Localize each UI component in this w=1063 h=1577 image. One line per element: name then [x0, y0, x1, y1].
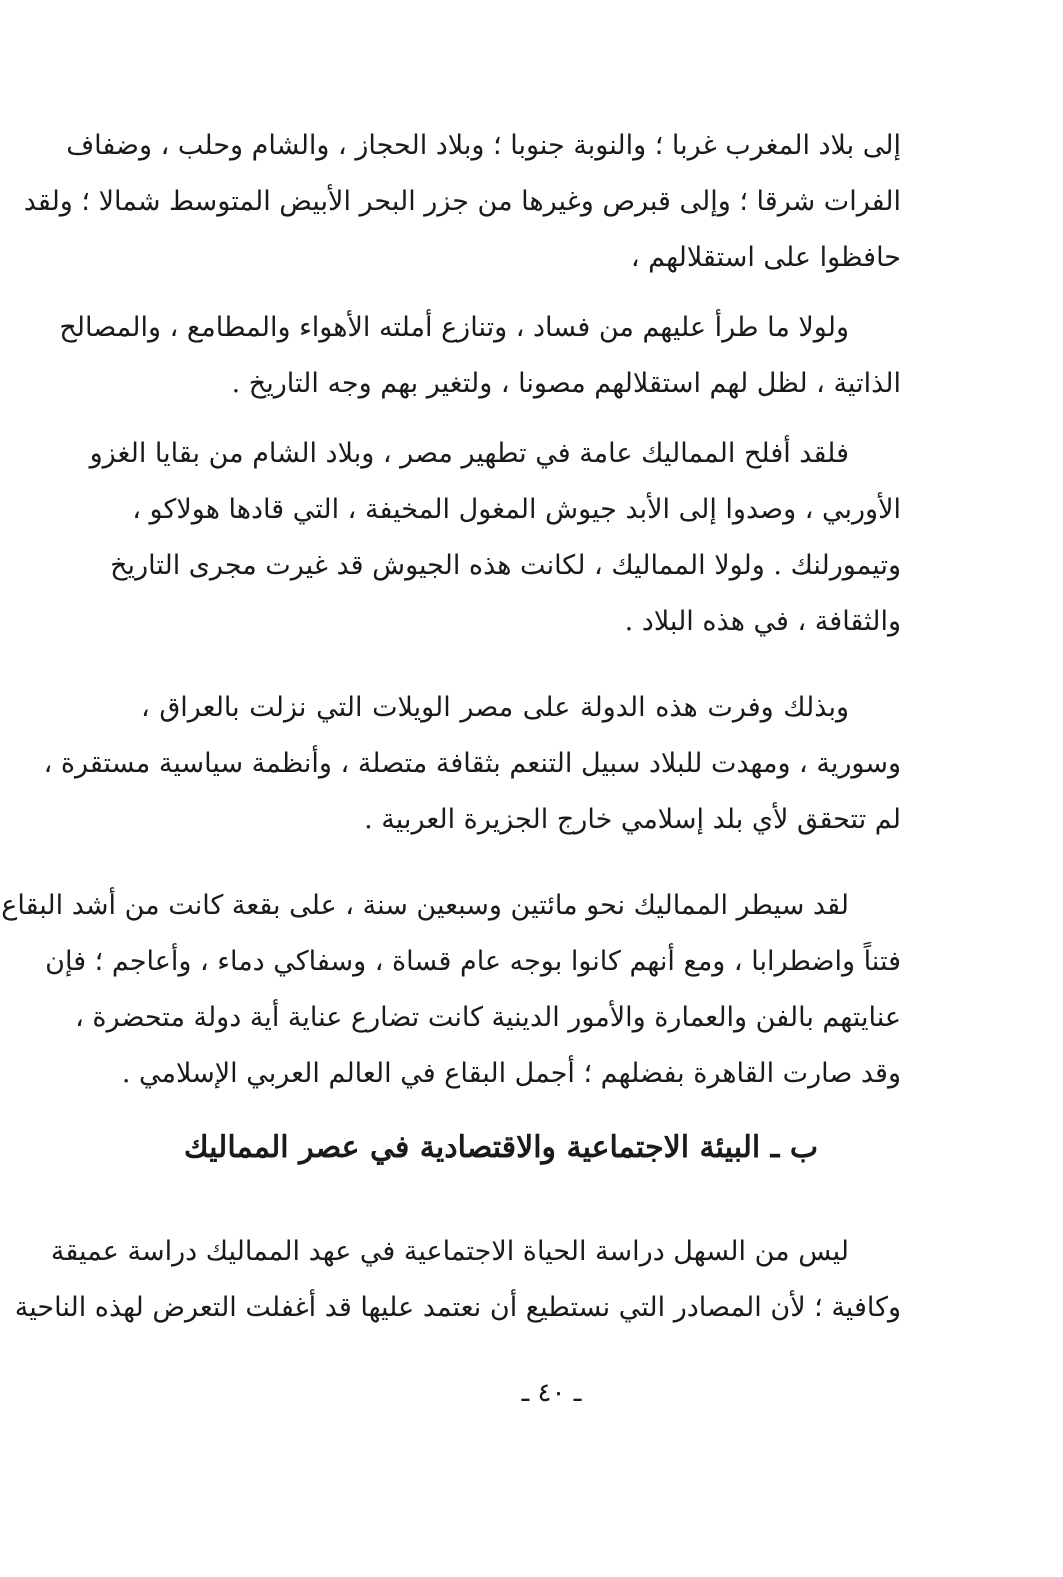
- text-line: لقد سيطر المماليك نحو مائتين وسبعين سنة ، على بقعة كانت من أشد البقاع: [1, 890, 849, 921]
- section-heading: ب ـ البيئة الاجتماعية والاقتصادية في عصر المماليك: [183, 1130, 819, 1165]
- text-line: الذاتية ، لظل لهم استقلالهم مصونا ، ولتغير بهم وجه التاريخ .: [231, 368, 901, 399]
- page-number-text: ـ ٤٠ ـ: [521, 1378, 582, 1408]
- paragraph: [89, 426, 901, 650]
- text-line: وقد صارت القاهرة بفضلهم ؛ أجمل البقاع في العالم العربي الإسلامي .: [121, 1058, 901, 1089]
- text-line: وتيمورلنك . ولولا المماليك ، لكانت هذه الجيوش قد غيرت مجرى التاريخ: [110, 550, 901, 581]
- text-line: فلقد أفلح المماليك عامة في تطهير مصر ، وبلاد الشام من بقايا الغزو: [89, 438, 849, 469]
- text-line: فتناً واضطرابا ، ومع أنهم كانوا بوجه عام قساة ، وسفاكي دماء ، وأعاجم ؛ فإن: [45, 946, 901, 977]
- text-line: وكافية ؛ لأن المصادر التي نستطيع أن نعتمد عليها قد أغفلت التعرض لهذه الناحية: [14, 1292, 901, 1323]
- page-number: [0, 1375, 1063, 1411]
- text-line: وبذلك وفرت هذه الدولة على مصر الويلات التي نزلت بالعراق ،: [141, 692, 849, 723]
- paragraph: [23, 118, 901, 286]
- text-line: عنايتهم بالفن والعمارة والأمور الدينية كانت تضارع عناية أية دولة متحضرة ،: [75, 1002, 901, 1033]
- text-line: حافظوا على استقلالهم ،: [630, 242, 901, 273]
- text-line: والثقافة ، في هذه البلاد .: [624, 606, 901, 637]
- text-line: وسورية ، ومهدت للبلاد سبيل التنعم بثقافة متصلة ، وأنظمة سياسية مستقرة ،: [43, 748, 901, 779]
- text-line: الأوربي ، وصدوا إلى الأبد جيوش المغول المخيفة ، التي قادها هولاكو ،: [132, 494, 901, 525]
- paragraph: [59, 300, 901, 412]
- text-line: إلى بلاد المغرب غربا ؛ والنوبة جنوبا ؛ وبلاد الحجاز ، والشام وحلب ، وضفاف: [66, 130, 901, 161]
- page-body: [1, 118, 901, 1350]
- text-line: ولولا ما طرأ عليهم من فساد ، وتنازع أملته الأهواء والمطامع ، والمصالح: [59, 312, 849, 343]
- paragraph: [43, 680, 901, 848]
- paragraph: [1, 878, 901, 1102]
- text-line: لم تتحقق لأي بلد إسلامي خارج الجزيرة العربية .: [364, 804, 901, 835]
- text-line: ليس من السهل دراسة الحياة الاجتماعية في عهد المماليك دراسة عميقة: [50, 1236, 849, 1267]
- text-line: الفرات شرقا ؛ وإلى قبرص وغيرها من جزر البحر الأبيض المتوسط شمالا ؛ ولقد: [23, 186, 901, 217]
- paragraph: [14, 1224, 901, 1336]
